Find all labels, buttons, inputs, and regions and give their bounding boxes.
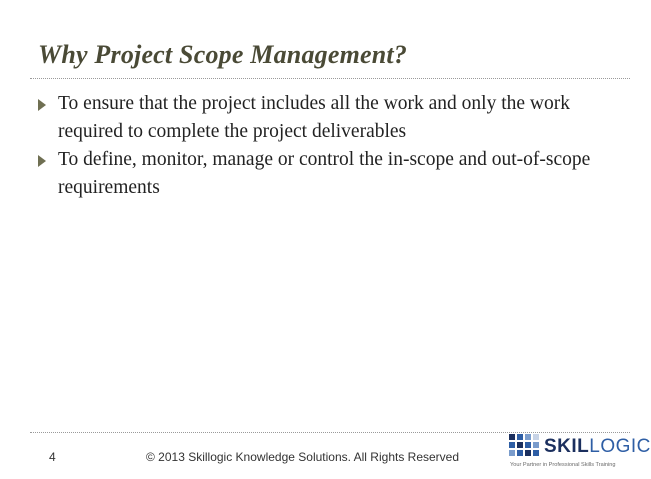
bullet-text: To ensure that the project includes all the work and only the work required to complete the project deliverables — [58, 93, 570, 142]
logo-word-part-2: LOGIC — [589, 436, 651, 457]
bullet-item — [38, 146, 598, 202]
slide-title: Why Project Scope Management? — [38, 40, 408, 69]
logo-word-part-1: SKIL — [544, 436, 590, 457]
logo-tagline: Your Partner in Professional Skills Training — [510, 462, 616, 468]
bullet-arrow-icon — [38, 99, 46, 111]
bullet-text: To define, monitor, manage or control the in-scope and out-of-scope requirements — [58, 149, 591, 198]
bullet-list — [38, 90, 598, 202]
logo-grid-icon — [508, 433, 542, 461]
slide-number: 4 — [49, 450, 56, 464]
footer-copyright: © 2013 Skillogic Knowledge Solutions. All Rights Reserved — [146, 450, 460, 464]
bullet-arrow-icon — [38, 155, 46, 167]
skillogic-logo — [508, 432, 651, 472]
bullet-item — [38, 90, 598, 146]
logo-wordmark — [544, 436, 651, 458]
title-divider — [30, 78, 630, 79]
